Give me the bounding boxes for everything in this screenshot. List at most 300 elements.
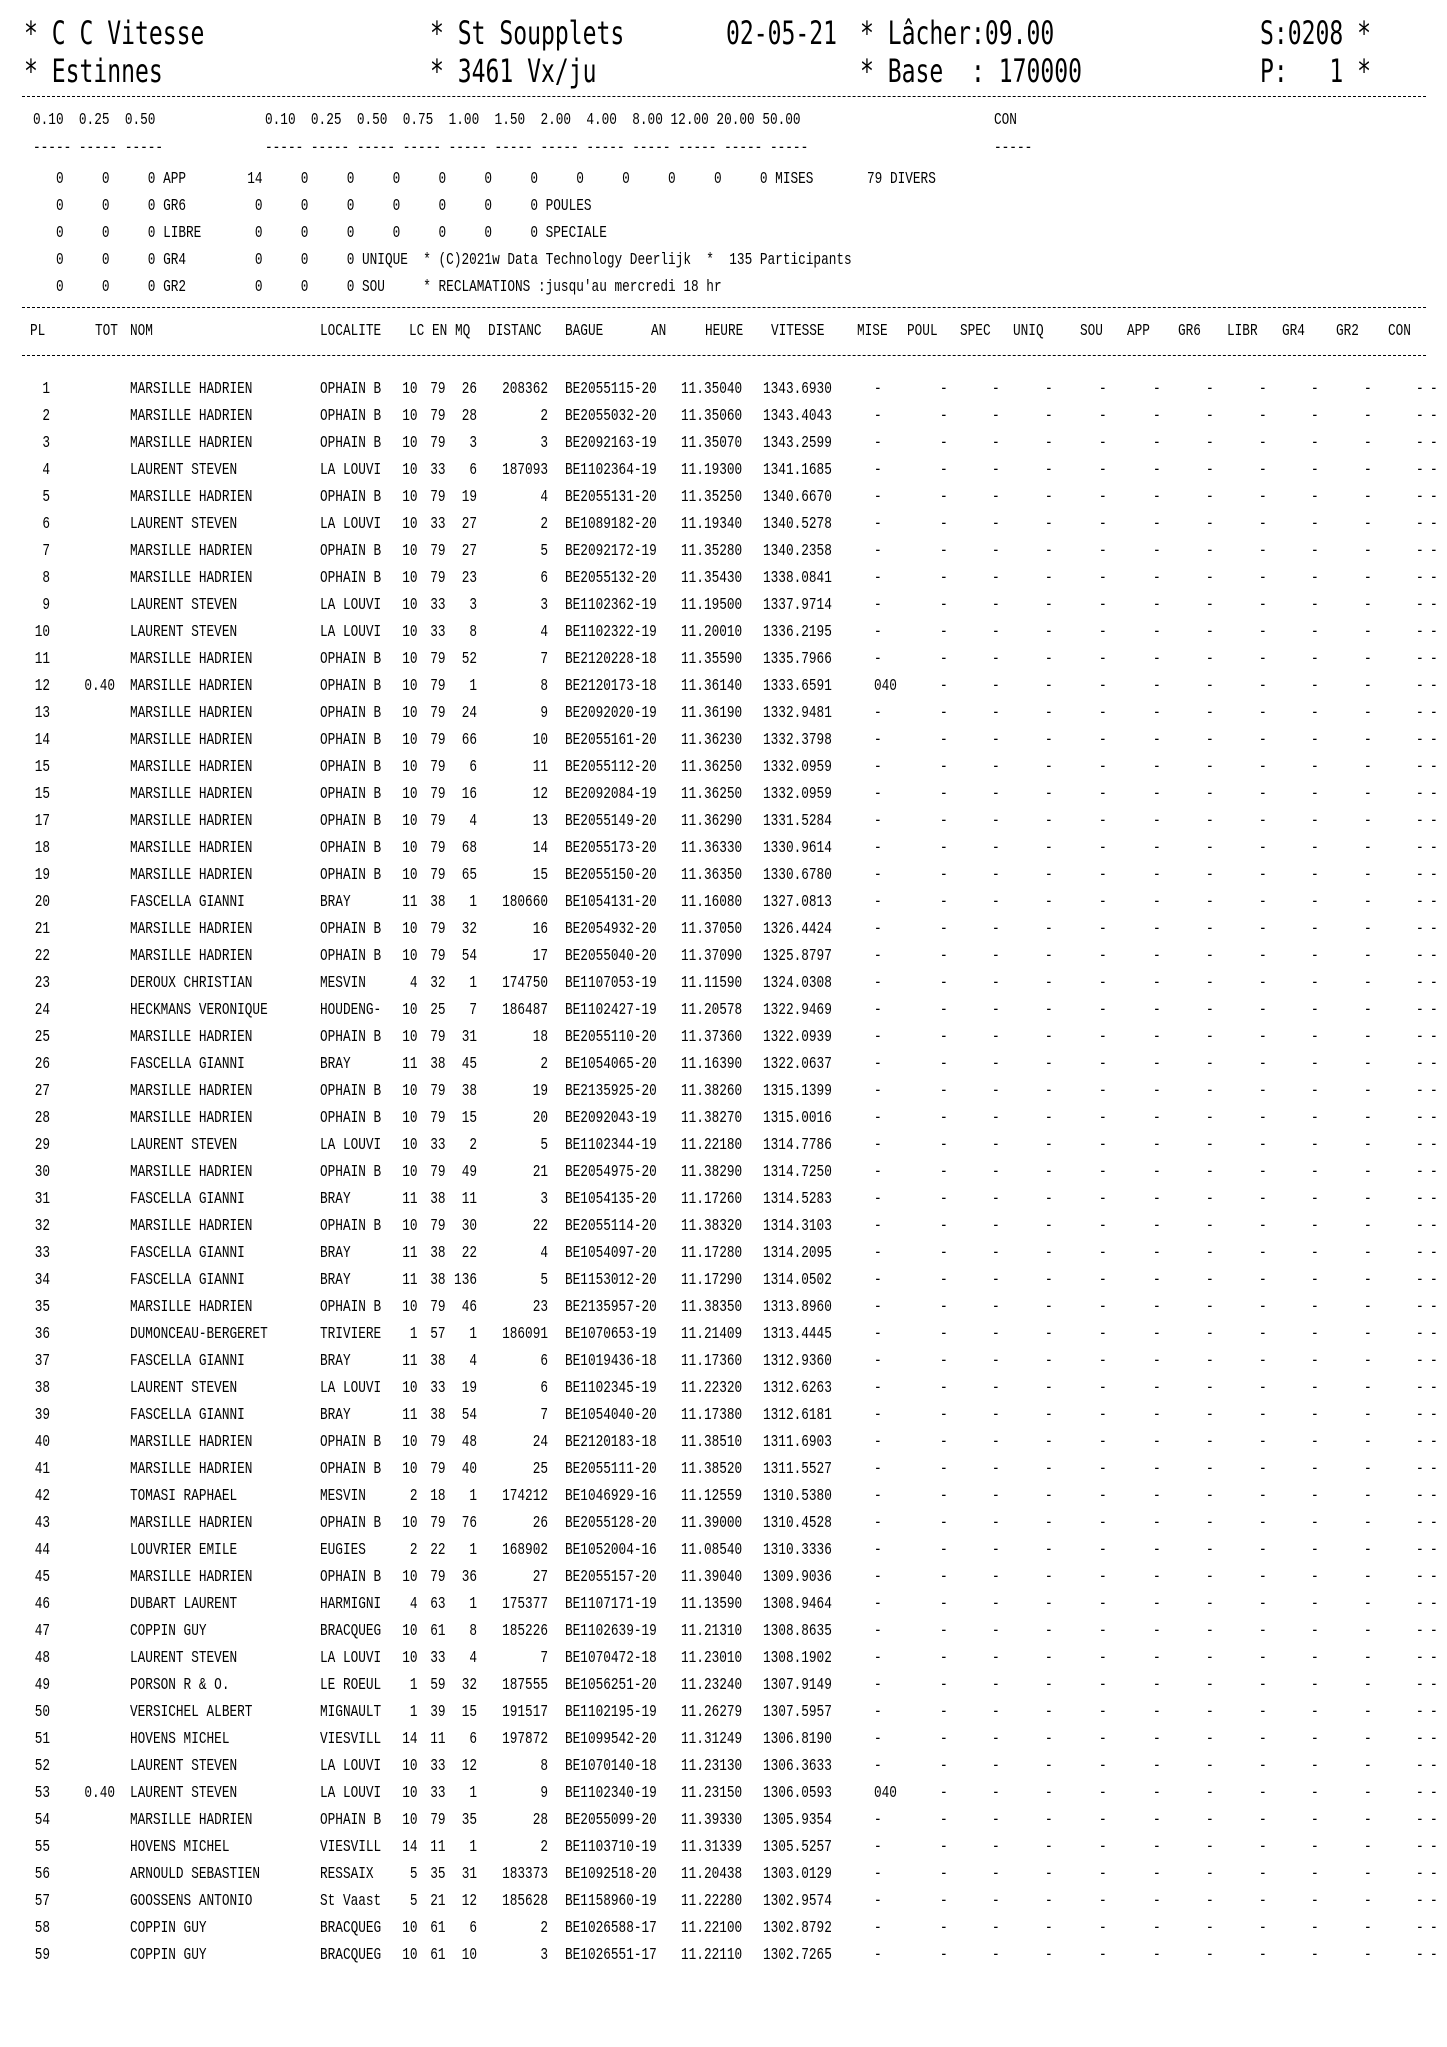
empty-cell: - [1416,1838,1424,1857]
ring-number: BE1107171-19 [565,1595,657,1614]
fancier-name: ARNOULD SEBASTIEN [130,1865,261,1884]
en-value: 21 [430,1892,446,1911]
place: 52 [34,1757,50,1776]
empty-cell: - [1206,1298,1214,1317]
lc-value: 10 [402,434,418,453]
mq-value: 4 [469,1352,477,1371]
empty-cell: - [1206,1109,1214,1128]
empty-cell: - [1364,1649,1372,1668]
empty-cell: - [1153,1946,1161,1965]
lc-value: 11 [402,1244,418,1263]
speed: 1324.0308 [763,974,832,993]
arrival-time: 11.17380 [681,1406,743,1425]
empty-cell: - [1311,1055,1319,1074]
race-name: * St Soupplets [430,14,625,52]
distance: 17 [532,947,548,966]
empty-cell: - [1099,434,1107,453]
empty-cell: - [940,515,948,534]
empty-cell: - [940,1001,948,1020]
empty-cell: - [940,1136,948,1155]
column-header-spec: SPEC [960,322,991,341]
distance: 2 [540,407,548,426]
fancier-name: MARSILLE HADRIEN [130,1217,253,1236]
empty-cell: - [1206,1919,1214,1938]
empty-cell: - [1416,785,1424,804]
table-row [0,674,1447,701]
stake-code: - [874,1676,882,1695]
distance: 185628 [502,1892,548,1911]
fancier-name: PORSON R & O. [130,1676,230,1695]
ring-number: BE1052004-16 [565,1541,657,1560]
column-header-lc: LC [409,322,425,341]
distance: 186091 [502,1325,548,1344]
empty-cell: - [1153,1838,1161,1857]
fancier-name: LOUVRIER EMILE [130,1541,238,1560]
empty-cell: - [1099,1298,1107,1317]
locality: BRAY [320,1271,351,1290]
empty-cell: - [992,542,1000,561]
arrival-time: 11.38510 [681,1433,743,1452]
speed: 1311.6903 [763,1433,832,1452]
fancier-name: MARSILLE HADRIEN [130,1082,253,1101]
ring-number: BE2092020-19 [565,704,657,723]
en-value: 59 [430,1676,446,1695]
lc-value: 10 [402,839,418,858]
empty-cell: - [1416,1109,1424,1128]
distance: 18 [532,1028,548,1047]
empty-cell: - [1153,1379,1161,1398]
fancier-name: MARSILLE HADRIEN [130,1109,253,1128]
empty-cell: - [1153,1757,1161,1776]
fancier-name: HOVENS MICHEL [130,1838,230,1857]
speed: 1302.7265 [763,1946,832,1965]
empty-cell: - [1364,1325,1372,1344]
place: 24 [34,1001,50,1020]
stake-code: - [874,1946,882,1965]
empty-cell: - [1099,1568,1107,1587]
empty-cell: - [940,407,948,426]
empty-cell: - [992,461,1000,480]
stake-code: - [874,1514,882,1533]
empty-cell: - [1364,1433,1372,1452]
empty-cell: - [1153,1595,1161,1614]
empty-cell: - [1430,1838,1438,1857]
empty-cell: - [1045,1514,1053,1533]
stake-code: - [874,1244,882,1263]
mq-value: 15 [461,1703,477,1722]
ring-number: BE1102322-19 [565,623,657,642]
empty-cell: - [1364,1163,1372,1182]
en-value: 32 [430,974,446,993]
fancier-name: LAURENT STEVEN [130,1784,238,1803]
empty-cell: - [1045,1541,1053,1560]
empty-cell: - [1430,380,1438,399]
empty-cell: - [992,1514,1000,1533]
fancier-name: COPPIN GUY [130,1946,207,1965]
empty-cell: - [1099,1487,1107,1506]
empty-cell: - [1364,866,1372,885]
empty-cell: - [1099,1622,1107,1641]
empty-cell: - [940,1298,948,1317]
empty-cell: - [1259,704,1267,723]
empty-cell: - [1364,974,1372,993]
empty-cell: - [992,650,1000,669]
empty-cell: - [1416,596,1424,615]
stake-left-dashes: ----- ----- ----- [33,139,164,158]
empty-cell: - [1206,1865,1214,1884]
empty-cell: - [1259,1460,1267,1479]
empty-cell: - [1364,893,1372,912]
table-row [0,593,1447,620]
place: 17 [34,812,50,831]
empty-cell: - [1364,704,1372,723]
empty-cell: - [1364,1865,1372,1884]
empty-cell: - [1045,731,1053,750]
en-value: 79 [430,866,446,885]
empty-cell: - [1206,650,1214,669]
ring-number: BE2120183-18 [565,1433,657,1452]
lc-value: 10 [402,1946,418,1965]
fancier-name: DUBART LAURENT [130,1595,238,1614]
empty-cell: - [1416,920,1424,939]
arrival-time: 11.23010 [681,1649,743,1668]
ring-number: BE2055150-20 [565,866,657,885]
stake-code: - [874,1595,882,1614]
empty-cell: - [1153,866,1161,885]
empty-cell: - [1153,1730,1161,1749]
empty-cell: - [1416,812,1424,831]
distance: 14 [532,839,548,858]
distance: 28 [532,1811,548,1830]
empty-cell: - [1206,1946,1214,1965]
empty-cell: - [1259,1244,1267,1263]
summary-line: 0 0 0 GR6 0 0 0 0 0 0 0 POULES [33,197,592,216]
table-row [0,1943,1447,1970]
empty-cell: - [1206,1838,1214,1857]
locality: MIGNAULT [320,1703,382,1722]
place: 25 [34,1028,50,1047]
ring-number: BE1054097-20 [565,1244,657,1263]
empty-cell: - [1430,1892,1438,1911]
empty-cell: - [1099,1460,1107,1479]
lc-value: 5 [409,1865,418,1884]
empty-cell: - [1364,1244,1372,1263]
en-value: 33 [430,623,446,642]
empty-cell: - [1430,1811,1438,1830]
mq-value: 7 [469,1001,477,1020]
empty-cell: - [1206,1811,1214,1830]
table-row [0,1376,1447,1403]
distance: 9 [540,704,548,723]
empty-cell: - [1259,1163,1267,1182]
mq-value: 10 [461,1946,477,1965]
empty-cell: - [1153,812,1161,831]
stake-code: - [874,1487,882,1506]
table-row [0,863,1447,890]
ring-number: BE1102195-19 [565,1703,657,1722]
summary-line: 0 0 0 GR4 0 0 0 UNIQUE * (C)2021w Data Technology Deerlijk * 135 Participants [33,251,852,270]
empty-cell: - [1099,920,1107,939]
column-header-sou: SOU [1080,322,1103,341]
empty-cell: - [1311,596,1319,615]
empty-cell: - [1364,812,1372,831]
column-header-poul: POUL [907,322,938,341]
arrival-time: 11.17360 [681,1352,743,1371]
empty-cell: - [1206,461,1214,480]
stake-code: - [874,623,882,642]
empty-cell: - [1430,1055,1438,1074]
empty-cell: - [1259,758,1267,777]
speed: 1312.9360 [763,1352,832,1371]
en-value: 79 [430,731,446,750]
empty-cell: - [940,1514,948,1533]
speed: 1314.5283 [763,1190,832,1209]
ring-number: BE2054932-20 [565,920,657,939]
empty-cell: - [992,1190,1000,1209]
stake-code: - [874,1865,882,1884]
fancier-name: VERSICHEL ALBERT [130,1703,253,1722]
empty-cell: - [940,1676,948,1695]
empty-cell: - [940,542,948,561]
empty-cell: - [1153,380,1161,399]
empty-cell: - [1259,920,1267,939]
column-header-an: AN [651,322,667,341]
place: 40 [34,1433,50,1452]
place: 11 [34,650,50,669]
empty-cell: - [1045,1595,1053,1614]
ring-number: BE2055099-20 [565,1811,657,1830]
lc-value: 10 [402,1649,418,1668]
empty-cell: - [1153,1703,1161,1722]
empty-cell: - [1416,1325,1424,1344]
empty-cell: - [1153,1541,1161,1560]
empty-cell: - [992,1757,1000,1776]
stake-code: - [874,1406,882,1425]
ring-number: BE2055128-20 [565,1514,657,1533]
arrival-time: 11.38350 [681,1298,743,1317]
ring-number: BE2055149-20 [565,812,657,831]
empty-cell: - [992,1622,1000,1641]
speed: 1302.9574 [763,1892,832,1911]
fancier-name: LAURENT STEVEN [130,1379,238,1398]
table-row [0,1133,1447,1160]
mq-value: 66 [461,731,477,750]
empty-cell: - [940,1271,948,1290]
empty-cell: - [1430,1001,1438,1020]
stake-code: - [874,1730,882,1749]
empty-cell: - [1206,1676,1214,1695]
table-row [0,836,1447,863]
empty-cell: - [1259,812,1267,831]
empty-cell: - [992,1352,1000,1371]
lc-value: 11 [402,1190,418,1209]
empty-cell: - [1153,1514,1161,1533]
arrival-time: 11.20578 [681,1001,743,1020]
empty-cell: - [992,866,1000,885]
empty-cell: - [1099,1811,1107,1830]
empty-cell: - [1364,1811,1372,1830]
empty-cell: - [940,1595,948,1614]
mq-value: 32 [461,920,477,939]
empty-cell: - [940,1838,948,1857]
lc-value: 2 [409,1487,418,1506]
empty-cell: - [1430,1865,1438,1884]
empty-cell: - [1364,407,1372,426]
empty-cell: - [1311,1028,1319,1047]
arrival-time: 11.39000 [681,1514,743,1533]
empty-cell: - [1045,1892,1053,1911]
fancier-name: MARSILLE HADRIEN [130,866,253,885]
en-value: 38 [430,1055,446,1074]
empty-cell: - [1364,1082,1372,1101]
locality: LA LOUVI [320,623,382,642]
empty-cell: - [1045,1190,1053,1209]
locality: BRACQUEG [320,1622,382,1641]
empty-cell: - [1259,1001,1267,1020]
empty-cell: - [1259,1676,1267,1695]
empty-cell: - [1311,1325,1319,1344]
empty-cell: - [992,812,1000,831]
empty-cell: - [1259,1325,1267,1344]
empty-cell: - [1045,1244,1053,1263]
mq-value: 35 [461,1811,477,1830]
empty-cell: - [1416,1865,1424,1884]
ring-number: BE2055114-20 [565,1217,657,1236]
empty-cell: - [1153,1271,1161,1290]
speed: 1340.2358 [763,542,832,561]
en-value: 79 [430,812,446,831]
empty-cell: - [1045,650,1053,669]
empty-cell: - [1153,1892,1161,1911]
empty-cell: - [1206,1649,1214,1668]
empty-cell: - [1364,434,1372,453]
empty-cell: - [1206,731,1214,750]
empty-cell: - [940,596,948,615]
empty-cell: - [1099,677,1107,696]
empty-cell: - [940,1190,948,1209]
lc-value: 10 [402,380,418,399]
lc-value: 10 [402,1001,418,1020]
distance: 180660 [502,893,548,912]
distance: 7 [540,1406,548,1425]
stake-code: - [874,1433,882,1452]
lc-value: 2 [409,1541,418,1560]
empty-cell: - [940,1163,948,1182]
lc-value: 10 [402,812,418,831]
distance: 6 [540,569,548,588]
empty-cell: - [1045,974,1053,993]
empty-cell: - [1364,1190,1372,1209]
empty-cell: - [1416,1271,1424,1290]
empty-cell: - [1099,380,1107,399]
place: 22 [34,947,50,966]
mq-value: 27 [461,515,477,534]
empty-cell: - [992,407,1000,426]
place: 28 [34,1109,50,1128]
en-value: 79 [430,650,446,669]
empty-cell: - [1153,1244,1161,1263]
empty-cell: - [1311,1082,1319,1101]
place: 54 [34,1811,50,1830]
ring-number: BE2092043-19 [565,1109,657,1128]
empty-cell: - [1206,1784,1214,1803]
en-value: 79 [430,1433,446,1452]
empty-cell: - [940,866,948,885]
table-row [0,998,1447,1025]
empty-cell: - [1259,677,1267,696]
place: 56 [34,1865,50,1884]
speed: 1343.4043 [763,407,832,426]
empty-cell: - [1430,407,1438,426]
table-row [0,1781,1447,1808]
speed: 1305.9354 [763,1811,832,1830]
empty-cell: - [940,731,948,750]
distance: 21 [532,1163,548,1182]
arrival-time: 11.36250 [681,758,743,777]
mq-value: 6 [469,461,477,480]
ring-number: BE1099542-20 [565,1730,657,1749]
empty-cell: - [1206,1568,1214,1587]
en-value: 79 [430,677,446,696]
speed: 1314.7250 [763,1163,832,1182]
arrival-time: 11.36250 [681,785,743,804]
lc-value: 10 [402,488,418,507]
empty-cell: - [1430,488,1438,507]
ring-number: BE2055112-20 [565,758,657,777]
empty-cell: - [1099,1190,1107,1209]
empty-cell: - [1153,623,1161,642]
distance: 2 [540,1055,548,1074]
ring-number: BE1054131-20 [565,893,657,912]
empty-cell: - [1311,920,1319,939]
locality: VIESVILL [320,1838,382,1857]
empty-cell: - [1099,731,1107,750]
table-row [0,890,1447,917]
empty-cell: - [1430,1703,1438,1722]
table-row [0,1916,1447,1943]
column-header-pl: PL [30,322,46,341]
speed: 1330.6780 [763,866,832,885]
distance: 5 [540,542,548,561]
empty-cell: - [1099,785,1107,804]
stake-code: - [874,731,882,750]
empty-cell: - [1206,1433,1214,1452]
empty-cell: - [1045,1838,1053,1857]
empty-cell: - [992,623,1000,642]
place: 12 [34,677,50,696]
locality: OPHAIN B [320,866,382,885]
empty-cell: - [1153,1622,1161,1641]
fancier-name: MARSILLE HADRIEN [130,758,253,777]
empty-cell: - [1364,488,1372,507]
empty-cell: - [1311,1163,1319,1182]
empty-cell: - [1153,596,1161,615]
distance: 24 [532,1433,548,1452]
empty-cell: - [1259,893,1267,912]
place: 6 [42,515,50,534]
mq-value: 15 [461,1109,477,1128]
locality: OPHAIN B [320,947,382,966]
empty-cell: - [940,704,948,723]
empty-cell: - [1311,1811,1319,1830]
empty-cell: - [1430,569,1438,588]
lc-value: 10 [402,758,418,777]
empty-cell: - [1045,1649,1053,1668]
place: 53 [34,1784,50,1803]
fancier-name: MARSILLE HADRIEN [130,407,253,426]
ring-number: BE1102345-19 [565,1379,657,1398]
empty-cell: - [1153,461,1161,480]
